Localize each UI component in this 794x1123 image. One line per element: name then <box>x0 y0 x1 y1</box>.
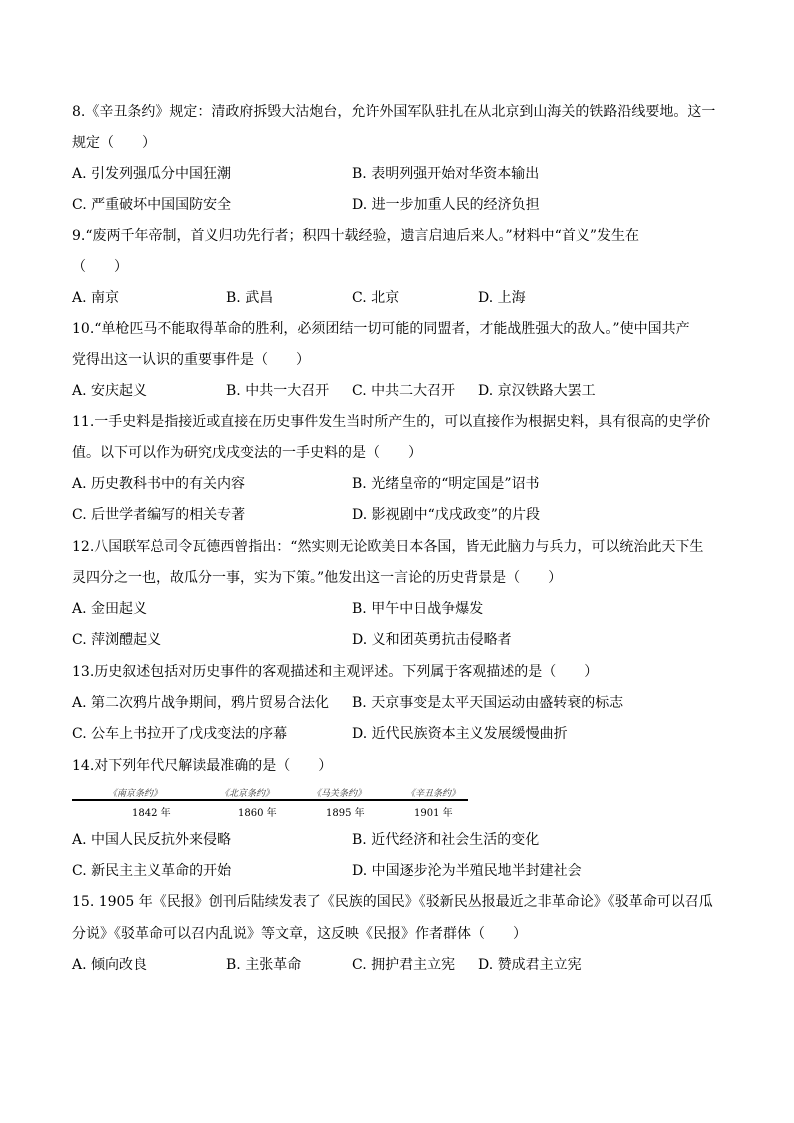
q11-option-d: D. 影视剧中“戊戌政变”的片段 <box>352 507 540 523</box>
timeline-year-1901: 1901 年 <box>414 808 453 819</box>
question-8-stem: 8.《辛丑条约》规定：清政府拆毁大沽炮台，允许外国军队驻扎在从北京到山海关的铁路沿线要地。这一 <box>72 104 716 120</box>
question-10-stem: 10.“单枪匹马不能取得革命的胜利，必须团结一切可能的同盟者，才能战胜强大的敌人。”使中国共产 <box>72 321 690 337</box>
timeline-year-1895: 1895 年 <box>326 808 365 819</box>
q12-option-b: B. 甲午中日战争爆发 <box>352 601 484 617</box>
question-14-stem: 14.对下列年代尺解读最准确的是（ ） <box>72 758 333 774</box>
question-15-stem-cont: 分说》《驳革命可以召内乱说》等文章，这反映《民报》作者群体（ ） <box>72 926 527 942</box>
timeline-label-xinchou: 《辛丑条约》 <box>406 789 461 799</box>
question-9-stem: 9.“废两千年帝制，首义归功先行者；积四十载经验，遗言启迪后来人。”材料中“首义”发生在 <box>72 228 639 244</box>
q14-option-b: B. 近代经济和社会生活的变化 <box>352 832 540 848</box>
question-10-stem-cont: 党得出这一认识的重要事件是（ ） <box>72 352 310 368</box>
timeline-label-beijing: 《北京条约》 <box>220 789 275 799</box>
timeline-axis <box>72 799 468 801</box>
q8-option-d: D. 进一步加重人民的经济负担 <box>352 197 540 213</box>
q10-option-c: C. 中共二大召开 <box>352 383 456 399</box>
question-11-stem-cont: 值。以下可以作为研究戊戌变法的一手史料的是（ ） <box>72 445 422 461</box>
q10-option-b: B. 中共一大召开 <box>226 383 330 399</box>
q11-option-b: B. 光绪皇帝的“明定国是”诏书 <box>352 476 540 492</box>
q15-option-a: A. 倾向改良 <box>72 957 148 973</box>
q9-option-b: B. 武昌 <box>226 290 274 306</box>
q9-option-a: A. 南京 <box>72 290 120 306</box>
q12-option-c: C. 萍浏醴起义 <box>72 632 162 648</box>
q8-option-b: B. 表明列强开始对华资本输出 <box>352 166 540 182</box>
q13-option-c: C. 公车上书拉开了戊戌变法的序幕 <box>72 726 288 742</box>
q12-option-a: A. 金田起义 <box>72 601 148 617</box>
question-12-stem-cont: 灵四分之一也，故瓜分一事，实为下策。”他发出这一言论的历史背景是（ ） <box>72 570 563 586</box>
timeline-year-1860: 1860 年 <box>238 808 277 819</box>
question-12-stem: 12.八国联军总司令瓦德西曾指出：“然实则无论欧美日本各国，皆无此脑力与兵力，可以统治此天下生 <box>72 539 704 555</box>
question-8-stem-cont: 规定（ ） <box>72 135 156 151</box>
question-13-stem: 13.历史叙述包括对历史事件的客观描述和主观评述。下列属于客观描述的是（ ） <box>72 664 599 680</box>
q14-option-d: D. 中国逐步沦为半殖民地半封建社会 <box>352 863 582 879</box>
q15-option-c: C. 拥护君主立宪 <box>352 957 456 973</box>
q10-option-d: D. 京汉铁路大罢工 <box>478 383 596 399</box>
q8-option-a: A. 引发列强瓜分中国狂潮 <box>72 166 232 182</box>
q12-option-d: D. 义和团英勇抗击侵略者 <box>352 632 512 648</box>
question-9-stem-cont: （ ） <box>72 259 128 275</box>
q11-option-c: C. 后世学者编写的相关专著 <box>72 507 246 523</box>
q14-option-c: C. 新民主主义革命的开始 <box>72 863 232 879</box>
q13-option-a: A. 第二次鸦片战争期间，鸦片贸易合法化 <box>72 695 330 711</box>
q14-option-a: A. 中国人民反抗外来侵略 <box>72 832 232 848</box>
question-11-stem: 11.一手史料是指接近或直接在历史事件发生当时所产生的，可以直接作为根据史料，具有很高的史学价 <box>72 414 711 430</box>
q15-option-d: D. 赞成君主立宪 <box>478 957 582 973</box>
q13-option-d: D. 近代民族资本主义发展缓慢曲折 <box>352 726 568 742</box>
q9-option-d: D. 上海 <box>478 290 526 306</box>
q8-option-c: C. 严重破坏中国国防安全 <box>72 197 232 213</box>
timeline-figure <box>72 786 472 822</box>
q10-option-a: A. 安庆起义 <box>72 383 148 399</box>
timeline-label-nanjing: 《南京条约》 <box>108 789 163 799</box>
q9-option-c: C. 北京 <box>352 290 400 306</box>
q15-option-b: B. 主张革命 <box>226 957 302 973</box>
timeline-year-1842: 1842 年 <box>132 808 171 819</box>
timeline-label-maguan: 《马关条约》 <box>312 789 367 799</box>
q13-option-b: B. 天京事变是太平天国运动由盛转衰的标志 <box>352 695 624 711</box>
question-15-stem: 15. 1905 年《民报》创刊后陆续发表了《民族的国民》《驳新民丛报最近之非革命论》《驳革命可以召瓜 <box>72 894 713 910</box>
q11-option-a: A. 历史教科书中的有关内容 <box>72 476 246 492</box>
